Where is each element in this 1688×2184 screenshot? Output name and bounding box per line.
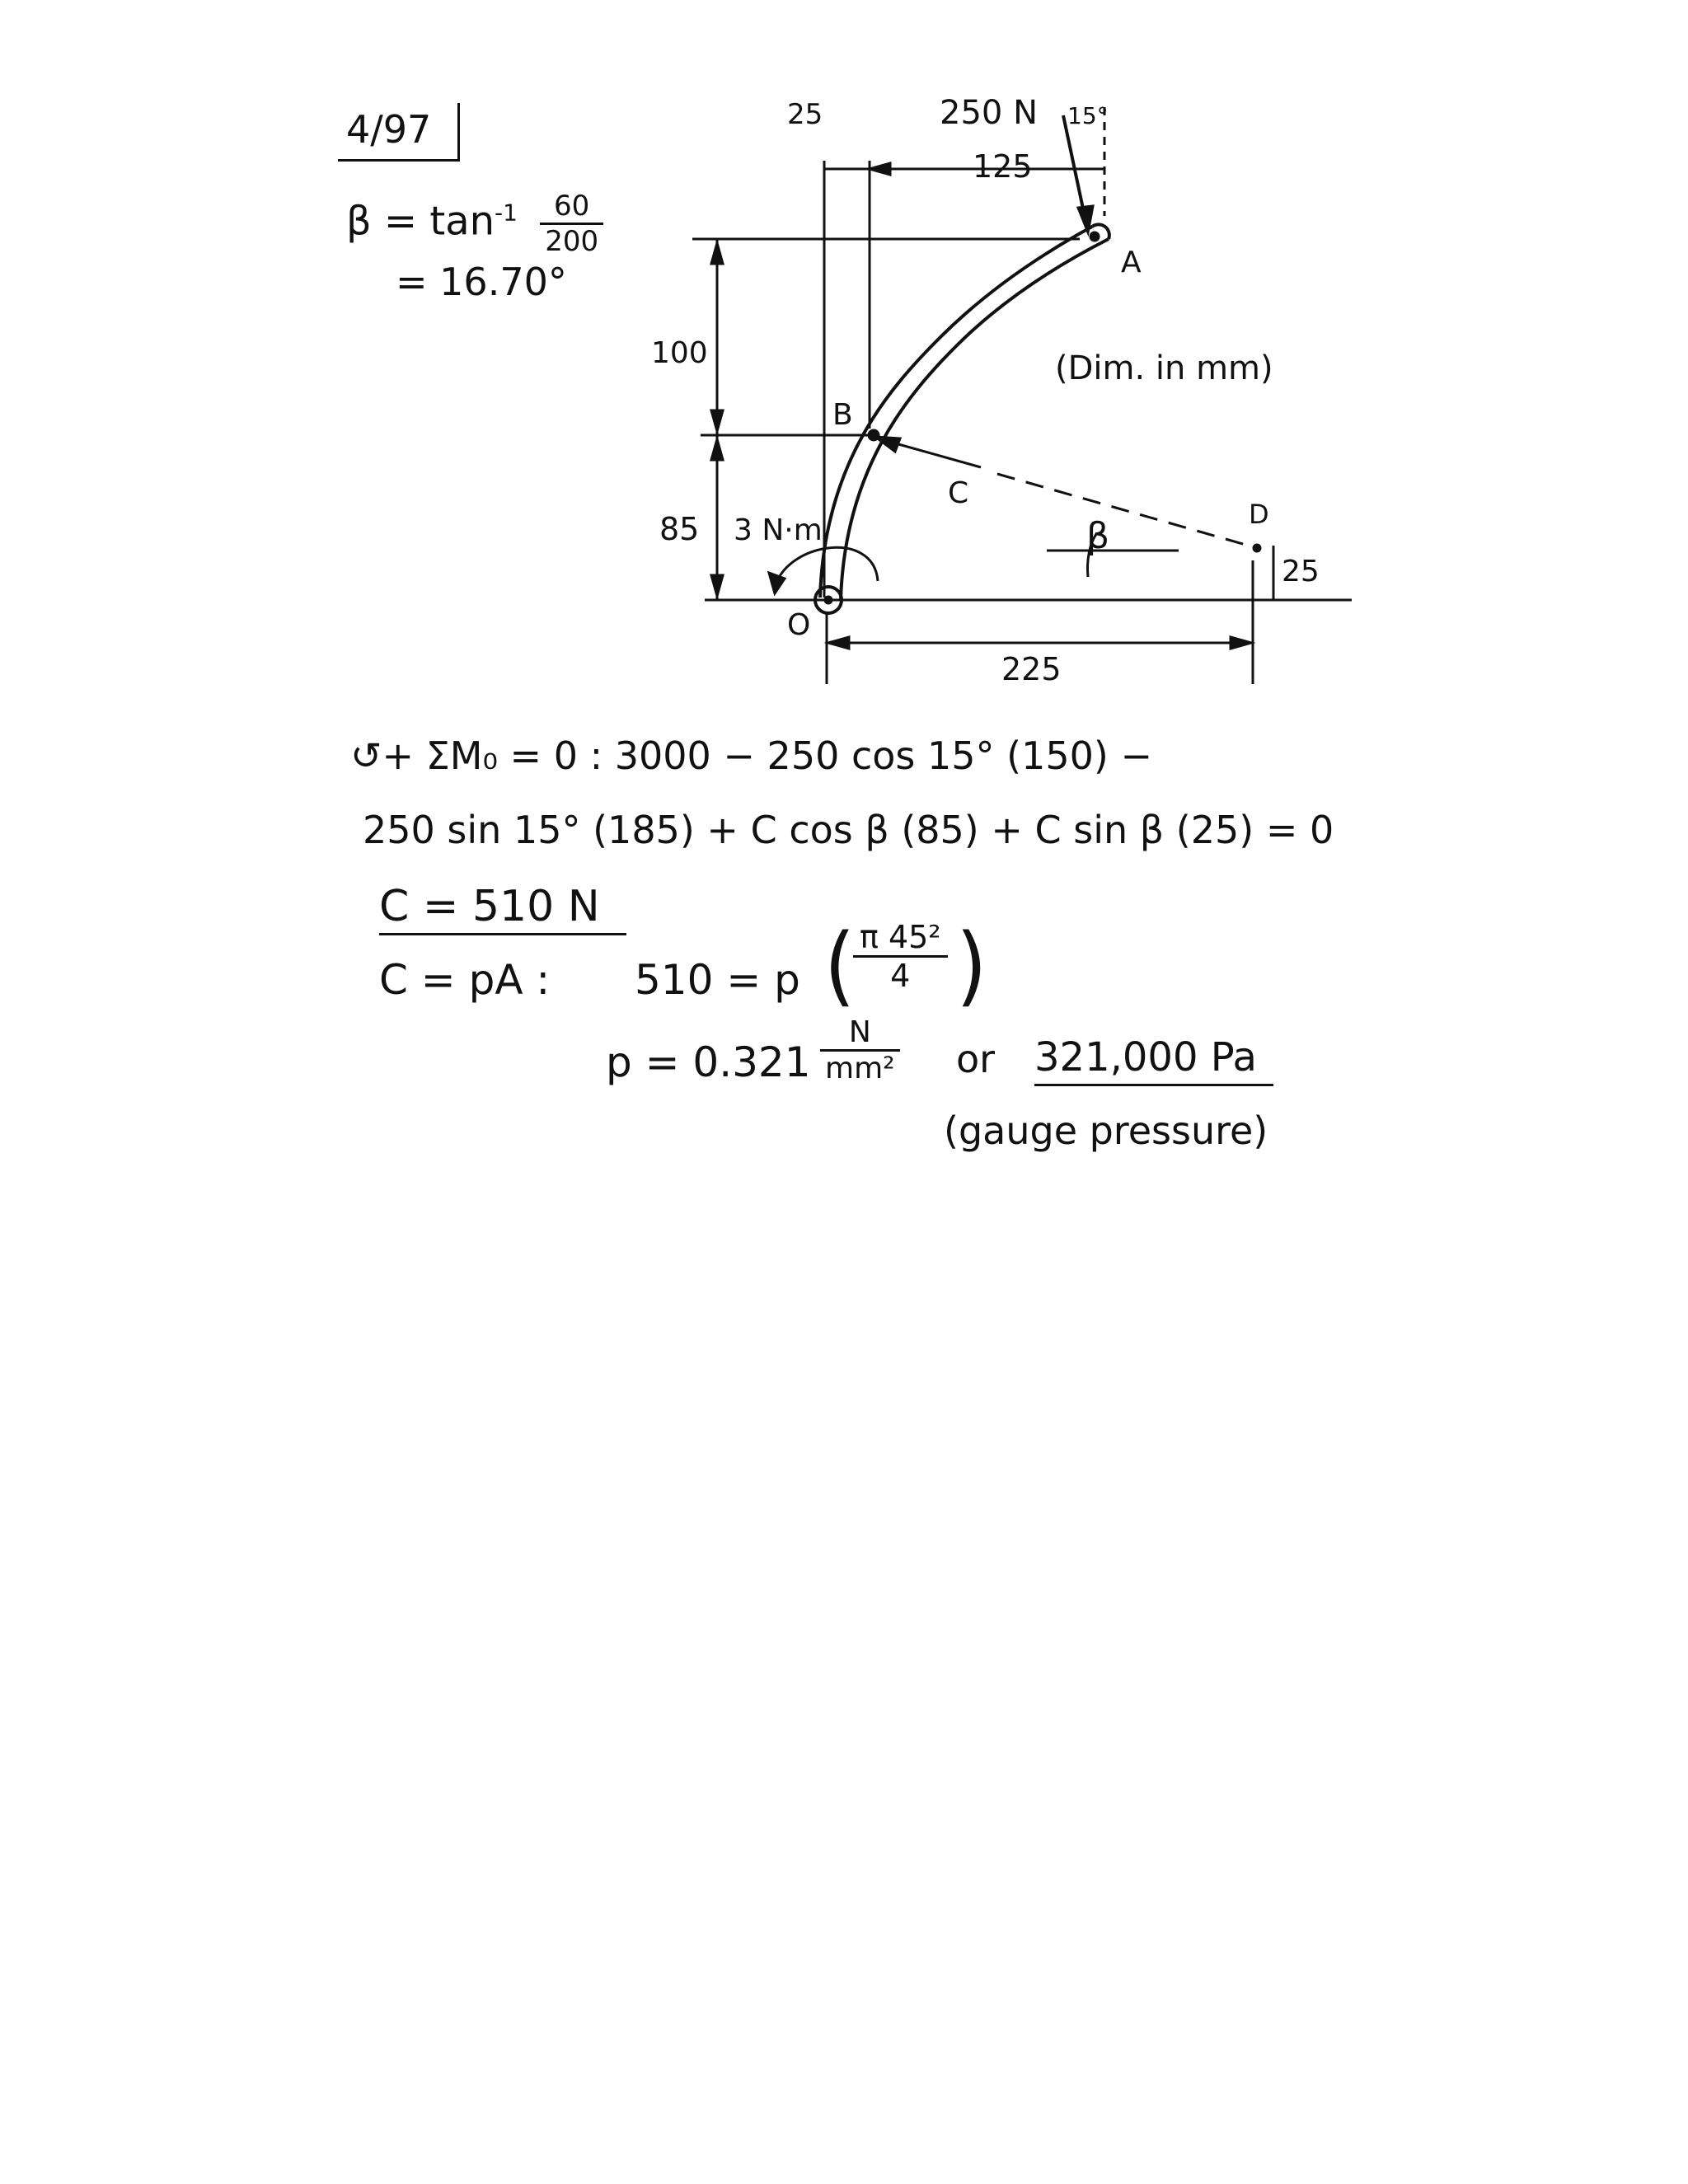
pressure-result: p = 0.321	[606, 1038, 811, 1086]
pressure-fraction	[853, 919, 948, 994]
label-beta: β	[1086, 515, 1110, 557]
dim-125-arrow	[870, 163, 890, 175]
dim-arrow-2	[711, 410, 723, 431]
dim-225-arrow-left	[828, 637, 849, 649]
label-dim-25-top: 25	[787, 98, 823, 131]
dim-arrow-3	[711, 439, 723, 460]
pressure-paren-right: )	[956, 914, 987, 1016]
pressure-unit-fraction	[820, 1015, 900, 1085]
label-dim-125: 125	[973, 148, 1033, 185]
problem-number: 4/97	[346, 107, 432, 152]
pressure-unit-den: mm²	[825, 1052, 895, 1085]
point-D-dot	[1254, 545, 1260, 551]
moment-equation-line2: 250 sin 15° (185) + C cos β (85) + C sin β (25) = 0	[363, 808, 1334, 852]
pressure-equation-rhs: 510 = p	[635, 956, 800, 1004]
beta-lhs: β = tan	[346, 198, 495, 245]
pin-O-center	[825, 597, 832, 603]
result-C: C = 510 N	[379, 882, 600, 931]
pressure-unit-num: N	[820, 1015, 900, 1052]
label-point-A: A	[1121, 246, 1142, 279]
label-point-D: D	[1249, 499, 1269, 530]
pressure-paren-left: (	[824, 914, 856, 1016]
bar-outer-edge	[820, 227, 1092, 598]
label-dims-note: (Dim. in mm)	[1055, 349, 1273, 387]
beta-fraction-den: 200	[545, 225, 599, 258]
label-force-250N: 250 N	[940, 94, 1038, 132]
label-point-B: B	[832, 398, 853, 432]
label-point-O: O	[787, 608, 811, 642]
pressure-or: or	[956, 1037, 996, 1081]
line-BD-dashed	[997, 474, 1249, 546]
dim-225-arrow-right	[1231, 637, 1251, 649]
beta-fraction-num: 60	[540, 190, 603, 225]
pressure-equation-lhs: C = pA :	[379, 956, 551, 1004]
label-angle-15: 15°	[1067, 102, 1109, 129]
beta-inverse-sup: -1	[495, 199, 518, 227]
pressure-result-pa: 321,000 Pa	[1034, 1034, 1257, 1080]
moment-equation-line1: ↺+ ΣM₀ = 0 : 3000 − 250 cos 15° (150) −	[350, 733, 1153, 778]
pressure-fraction-den: 4	[890, 958, 911, 994]
pressure-result-underline	[1034, 1084, 1273, 1086]
bar-inner-edge	[841, 239, 1109, 600]
label-dim-100: 100	[651, 336, 708, 370]
result-C-underline	[379, 933, 626, 935]
pressure-fraction-num: π 45²	[853, 919, 948, 958]
beta-value: = 16.70°	[396, 260, 567, 304]
label-dim-85: 85	[659, 511, 700, 547]
dim-arrow-1	[711, 243, 723, 264]
point-A-dot	[1090, 232, 1099, 241]
couple-arc	[775, 547, 878, 589]
pressure-note: (gauge pressure)	[944, 1108, 1268, 1153]
dim-arrow-4	[711, 575, 723, 596]
label-couple: 3 N·m	[734, 513, 823, 547]
label-dim-225: 225	[1001, 651, 1062, 687]
couple-arrowhead	[769, 573, 785, 593]
label-force-C: C	[948, 476, 969, 510]
label-dim-25-right: 25	[1282, 555, 1320, 588]
